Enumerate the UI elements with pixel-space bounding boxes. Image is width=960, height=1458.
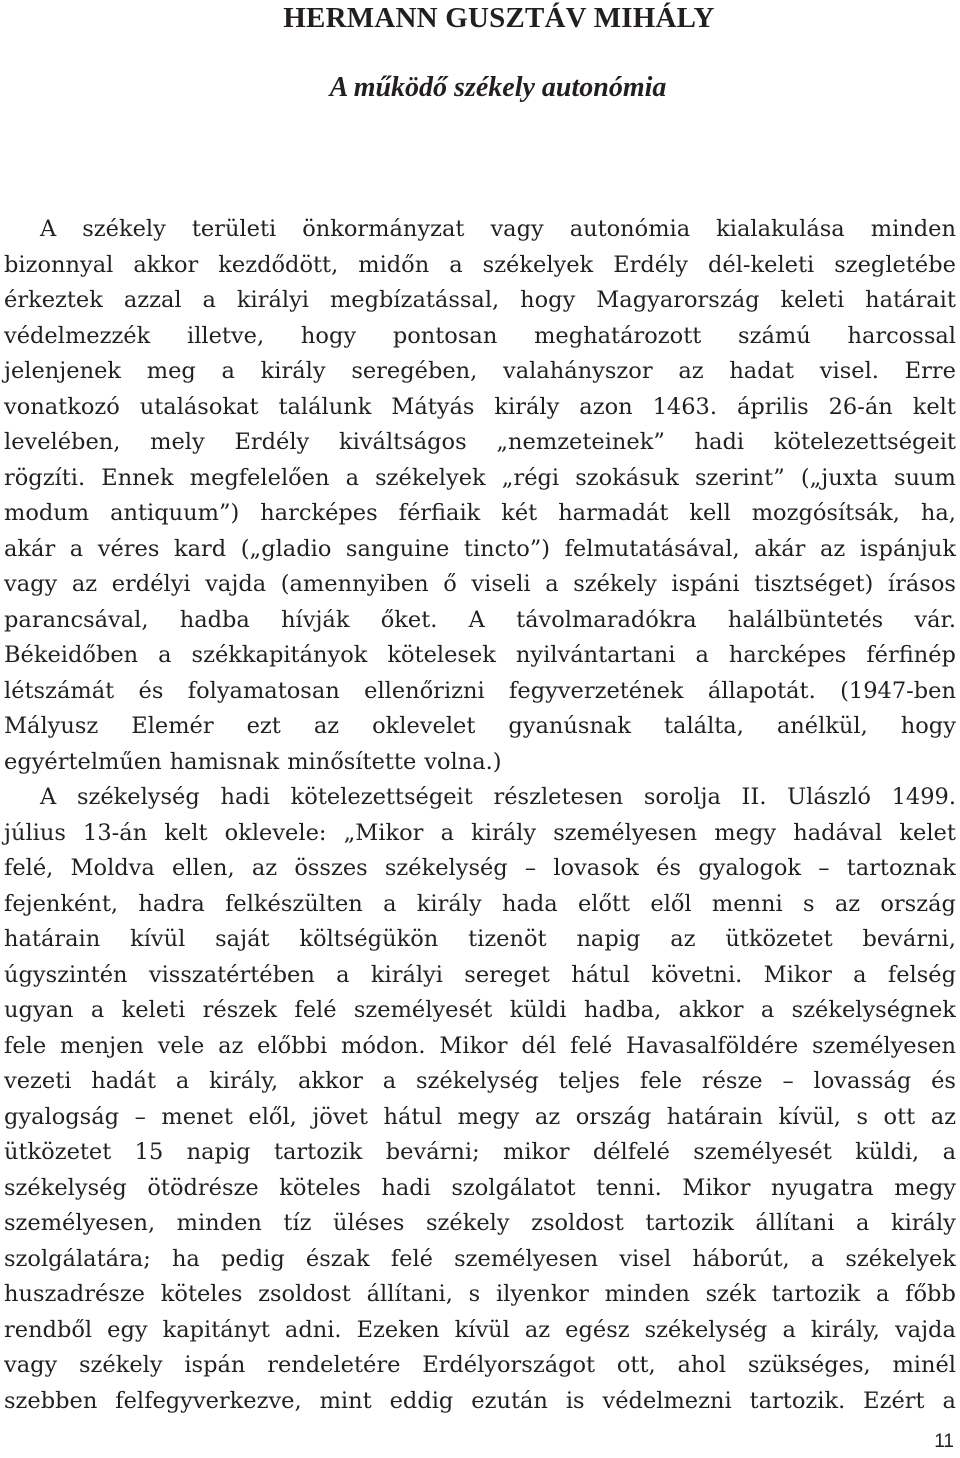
text-line: bizonnyal akkor kezdődött, midőn a székelyek Erdély dél-keleti szegletébe: [4, 251, 956, 278]
text-line: úgyszintén visszatértében a királyi sereget hátul követni. Mikor a felség: [4, 961, 956, 988]
text-line: huszadrésze köteles zsoldost állítani, s ilyenkor minden szék tartozik a főbb: [4, 1281, 956, 1307]
text-line: modum antiquum”) harcképes férfiaik két harmadát kell mozgósítsák, ha,: [4, 500, 956, 526]
text-line: ütközetet 15 napig tartozik bevárni; mikor délfelé személyesét küldi, a: [4, 1139, 956, 1165]
text-line: létszámát és folyamatosan ellenőrizni fegyverzetének állapotát. (1947-ben: [4, 677, 956, 704]
text-line: Mályusz Elemér ezt az oklevelet gyanúsnak találta, anélkül, hogy: [4, 713, 956, 739]
article-title: A működő székely autonómia: [329, 72, 667, 103]
body-text: [4, 212, 956, 1419]
text-line: székelység ötödrésze köteles hadi szolgálatot tenni. Mikor nyugatra megy: [4, 1174, 956, 1201]
text-line: Békeidőben a székkapitányok kötelesek nyilvántartani a harcképes férfinép: [4, 642, 956, 668]
text-line: ugyan a keleti részek felé személyesét küldi hadba, akkor a székelységnek: [4, 997, 956, 1023]
author-name: HERMANN GUSZTÁV MIHÁLY: [283, 2, 715, 34]
text-line: egyértelműen hamisnak minősítette volna.): [4, 748, 502, 775]
text-line: rögzíti. Ennek megfelelően a székelyek „régi szokásuk szerint” („juxta suum: [4, 464, 956, 491]
text-line: akár a véres kard („gladio sanguine tincto”) felmutatásával, akár az ispánjuk: [4, 535, 956, 562]
text-line: A székely területi önkormányzat vagy autonómia kialakulása minden: [40, 216, 956, 242]
text-line: parancsával, hadba hívják őket. A távolmaradókra halálbüntetés vár.: [4, 606, 956, 633]
text-line: szebben felfegyverkezve, mint eddig ezután is védelmezni tartozik. Ezért a: [4, 1387, 956, 1414]
text-line: július 13-án kelt oklevele: „Mikor a király személyesen megy hadával kelet: [4, 819, 956, 846]
text-line: jelenjenek meg a király seregében, valahányszor az hadat visel. Erre: [4, 358, 956, 384]
text-line: levelében, mely Erdély kiváltságos „nemzeteinek” hadi kötelezettségeit: [4, 429, 956, 455]
text-line: fele menjen vele az előbbi módon. Mikor dél felé Havasalföldére személyesen: [4, 1032, 956, 1059]
text-line: fejenként, hadra felkészülten a király hada előtt elől menni s az ország: [4, 890, 956, 917]
text-line: rendből egy kapitányt adni. Ezeken kívül az egész székelység a király, vajda: [4, 1316, 956, 1343]
text-line: személyesen, minden tíz üléses székely zsoldost tartozik állítani a király: [4, 1210, 956, 1236]
text-line: vezeti hadát a király, akkor a székelység teljes fele része – lovasság és: [4, 1068, 956, 1094]
text-line: A székelység hadi kötelezettségeit részletesen sorolja II. Ulászló 1499.: [40, 784, 956, 810]
page-number: 11: [934, 1431, 954, 1452]
text-line: vagy székely ispán rendeletére Erdélyországot ott, ahol szükséges, minél: [4, 1352, 956, 1378]
text-line: vagy az erdélyi vajda (amennyiben ő viseli a székely ispáni tisztséget) írásos: [4, 571, 956, 597]
text-line: gyalogság – menet elől, jövet hátul megy az ország határain kívül, s ott az: [4, 1103, 956, 1130]
text-line: szolgálatára; ha pedig észak felé személyesen visel háborút, a székelyek: [4, 1245, 956, 1272]
text-line: érkeztek azzal a királyi megbízatással, hogy Magyarország keleti határait: [4, 287, 956, 313]
text-line: felé, Moldva ellen, az összes székelység – lovasok és gyalogok – tartoznak: [4, 855, 956, 881]
text-line: vonatkozó utalásokat találunk Mátyás király azon 1463. április 26-án kelt: [4, 393, 956, 420]
text-line: határain kívül saját költségükön tizenöt napig az ütközetet bevárni,: [4, 926, 956, 952]
text-line: védelmezzék illetve, hogy pontosan meghatározott számú harcossal: [4, 322, 956, 349]
